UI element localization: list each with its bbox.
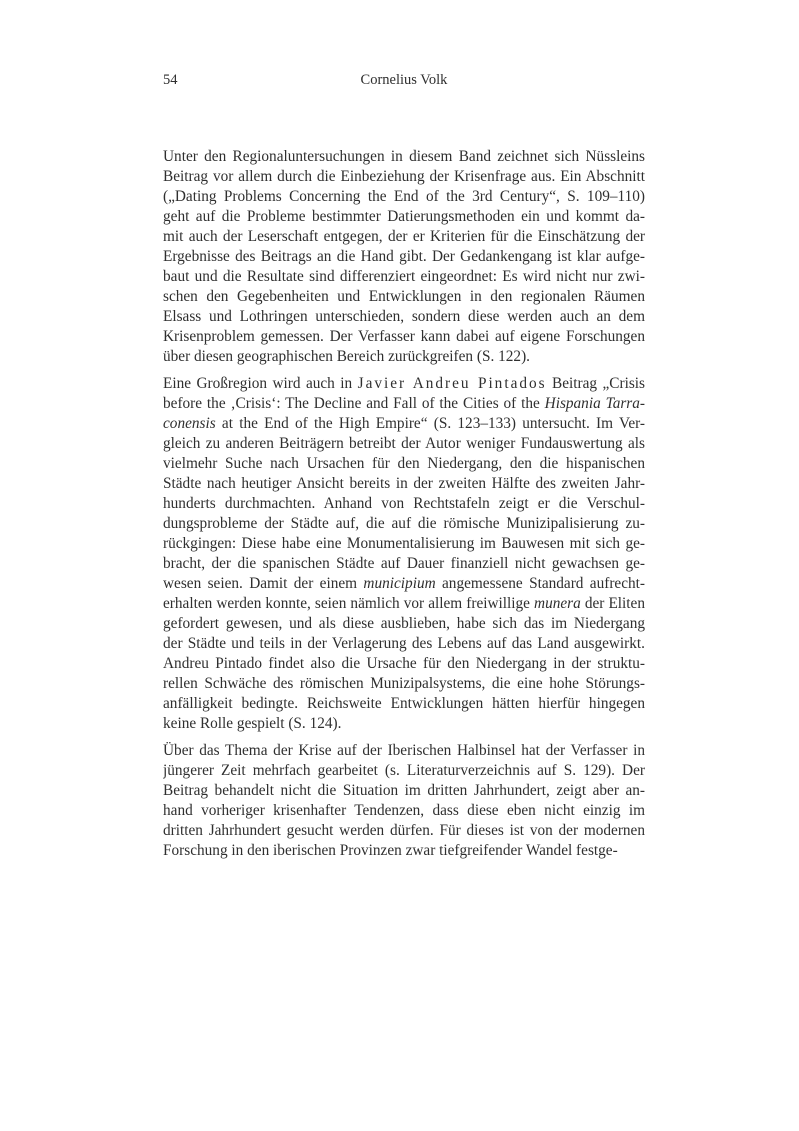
- text-run: hand vorheriger krisenhafter Tendenzen, dass diese eben nicht einzig im: [163, 802, 645, 819]
- text-run: Städte nach heutiger Ansicht bereits in der zweiten Hälfte des zweiten Jahr-: [163, 475, 645, 492]
- text-run: dritten Jahrhundert gesucht werden dürfen. Für dieses ist von der modernen: [163, 822, 645, 839]
- page-number: 54: [163, 72, 178, 88]
- text-line: [163, 394, 645, 414]
- text-run: Andreu Pintado findet also die Ursache für den Niedergang in der struktu-: [163, 655, 645, 672]
- text-run: hunderts durchmachten. Anhand von Rechtstafeln zeigt er die Verschul-: [163, 495, 645, 512]
- text-run: Beitrag vor allem durch die Einbeziehung der Krisenfrage aus. Ein Abschnitt: [163, 168, 645, 185]
- text-line: [163, 207, 645, 227]
- text-line: [163, 781, 645, 801]
- text-run: rellen Schwäche des römischen Munizipalsystems, die eine hohe Störungs-: [163, 675, 645, 692]
- text-line: [163, 674, 645, 694]
- text-line: [163, 347, 645, 367]
- italic-text-run: conensis: [163, 415, 216, 432]
- text-line: [163, 307, 645, 327]
- text-line: [163, 474, 645, 494]
- text-run: („Dating Problems Concerning the End of the 3rd Century“, S. 109–110): [163, 188, 645, 205]
- text-run: erhalten werden konnte, seien nämlich vor allem freiwillige: [163, 595, 535, 612]
- text-run: Über das Thema der Krise auf der Iberischen Halbinsel hat der Verfasser in: [163, 742, 645, 759]
- text-line: [163, 167, 645, 187]
- text-line: [163, 494, 645, 514]
- text-line: [163, 414, 645, 434]
- text-run: der Eliten: [580, 595, 645, 612]
- paragraph: [163, 741, 645, 861]
- text-run: angemessene Standard aufrecht-: [435, 575, 645, 592]
- text-run: at the End of the High Empire“ (S. 123–133) untersucht. Im Ver-: [215, 415, 645, 432]
- text-run: schen den Gegebenheiten und Entwicklungen in den regionalen Räumen: [163, 288, 645, 305]
- italic-text-run: Hispania Tarra-: [544, 395, 645, 412]
- text-line: [163, 267, 645, 287]
- text-run: gefordert gewesen, und als diese ausblieben, habe sich das im Niedergang: [163, 615, 645, 632]
- text-run: wesen seien. Damit der einem: [163, 575, 364, 592]
- text-line: [163, 761, 645, 781]
- text-line: [163, 454, 645, 474]
- text-line: [163, 714, 645, 734]
- text-line: [163, 741, 645, 761]
- text-line: [163, 634, 645, 654]
- paragraph: [163, 147, 645, 367]
- text-run: Eine Großregion wird auch in: [163, 375, 358, 392]
- running-header: [163, 70, 645, 90]
- text-line: [163, 287, 645, 307]
- text-line: [163, 574, 645, 594]
- text-run: rückgingen: Diese habe eine Monumentalisierung im Bauwesen mit sich ge-: [163, 535, 645, 552]
- text-run: der Städte und teils in der Verlagerung des Lebens auf das Land ausgewirkt.: [163, 635, 645, 652]
- text-run: gleich zu anderen Beiträgern betreibt der Autor weniger Fundauswertung als: [163, 435, 645, 452]
- text-line: [163, 821, 645, 841]
- text-line: [163, 187, 645, 207]
- text-line: [163, 434, 645, 454]
- text-line: [163, 374, 645, 394]
- text-line: [163, 801, 645, 821]
- text-run: baut und die Resultate sind differenziert eingeordnet: Es wird nicht nur zwi-: [163, 268, 645, 285]
- text-run: vielmehr Suche nach Ursachen für den Niedergang, den die hispanischen: [163, 455, 645, 472]
- italic-text-run: munera: [534, 595, 581, 612]
- text-line: [163, 554, 645, 574]
- text-run: bracht, der die spanischen Städte auf Dauer finanziell nicht gewachsen ge-: [163, 555, 645, 572]
- running-head-author: Cornelius Volk: [360, 72, 448, 88]
- text-line: [163, 614, 645, 634]
- text-run: anfälligkeit bedingte. Reichsweite Entwicklungen hätten hierfür hingegen: [163, 695, 645, 712]
- text-run: Beitrag „Crisis: [546, 375, 645, 392]
- text-line: [163, 247, 645, 267]
- text-run: über diesen geographischen Bereich zurückgreifen (S. 122).: [163, 348, 530, 365]
- text-line: [163, 694, 645, 714]
- text-run: Forschung in den iberischen Provinzen zwar tiefgreifender Wandel festge-: [163, 842, 618, 859]
- text-line: [163, 227, 645, 247]
- text-line: [163, 147, 645, 167]
- text-run: dungsprobleme der Städte auf, die auf die römische Munizipalisierung zu-: [163, 515, 645, 532]
- text-run: jüngerer Zeit mehrfach gearbeitet (s. Literaturverzeichnis auf S. 129). Der: [163, 762, 645, 779]
- text-line: [163, 654, 645, 674]
- text-run: geht auf die Probleme bestimmter Datierungsmethoden ein und kommt da-: [163, 208, 645, 225]
- text-line: [163, 327, 645, 347]
- paragraph: [163, 374, 645, 734]
- text-block: [163, 147, 645, 868]
- text-run: mit auch der Leserschaft entgegen, der er Kriterien für die Einschätzung der: [163, 228, 645, 245]
- text-line: [163, 514, 645, 534]
- text-run: before the ‚Crisis‘: The Decline and Fall of the Cities of the: [163, 395, 545, 412]
- text-run: Ergebnisse des Beitrags an die Hand gibt. Der Gedankengang ist klar aufge-: [163, 248, 645, 265]
- text-run: Beitrag behandelt nicht die Situation im dritten Jahrhundert, zeigt aber an-: [163, 782, 645, 799]
- letterspaced-name-run: Javier Andreu Pintados: [357, 375, 547, 392]
- text-line: [163, 534, 645, 554]
- italic-text-run: municipium: [363, 575, 436, 592]
- text-run: Elsass und Lothringen unterschieden, sondern diese werden auch an dem: [163, 308, 645, 325]
- text-run: keine Rolle gespielt (S. 124).: [163, 715, 342, 732]
- text-line: [163, 841, 645, 861]
- text-run: Unter den Regionaluntersuchungen in diesem Band zeichnet sich Nüssleins: [163, 148, 645, 165]
- text-line: [163, 594, 645, 614]
- text-run: Krisenproblem gemessen. Der Verfasser kann dabei auf eigene Forschungen: [163, 328, 645, 345]
